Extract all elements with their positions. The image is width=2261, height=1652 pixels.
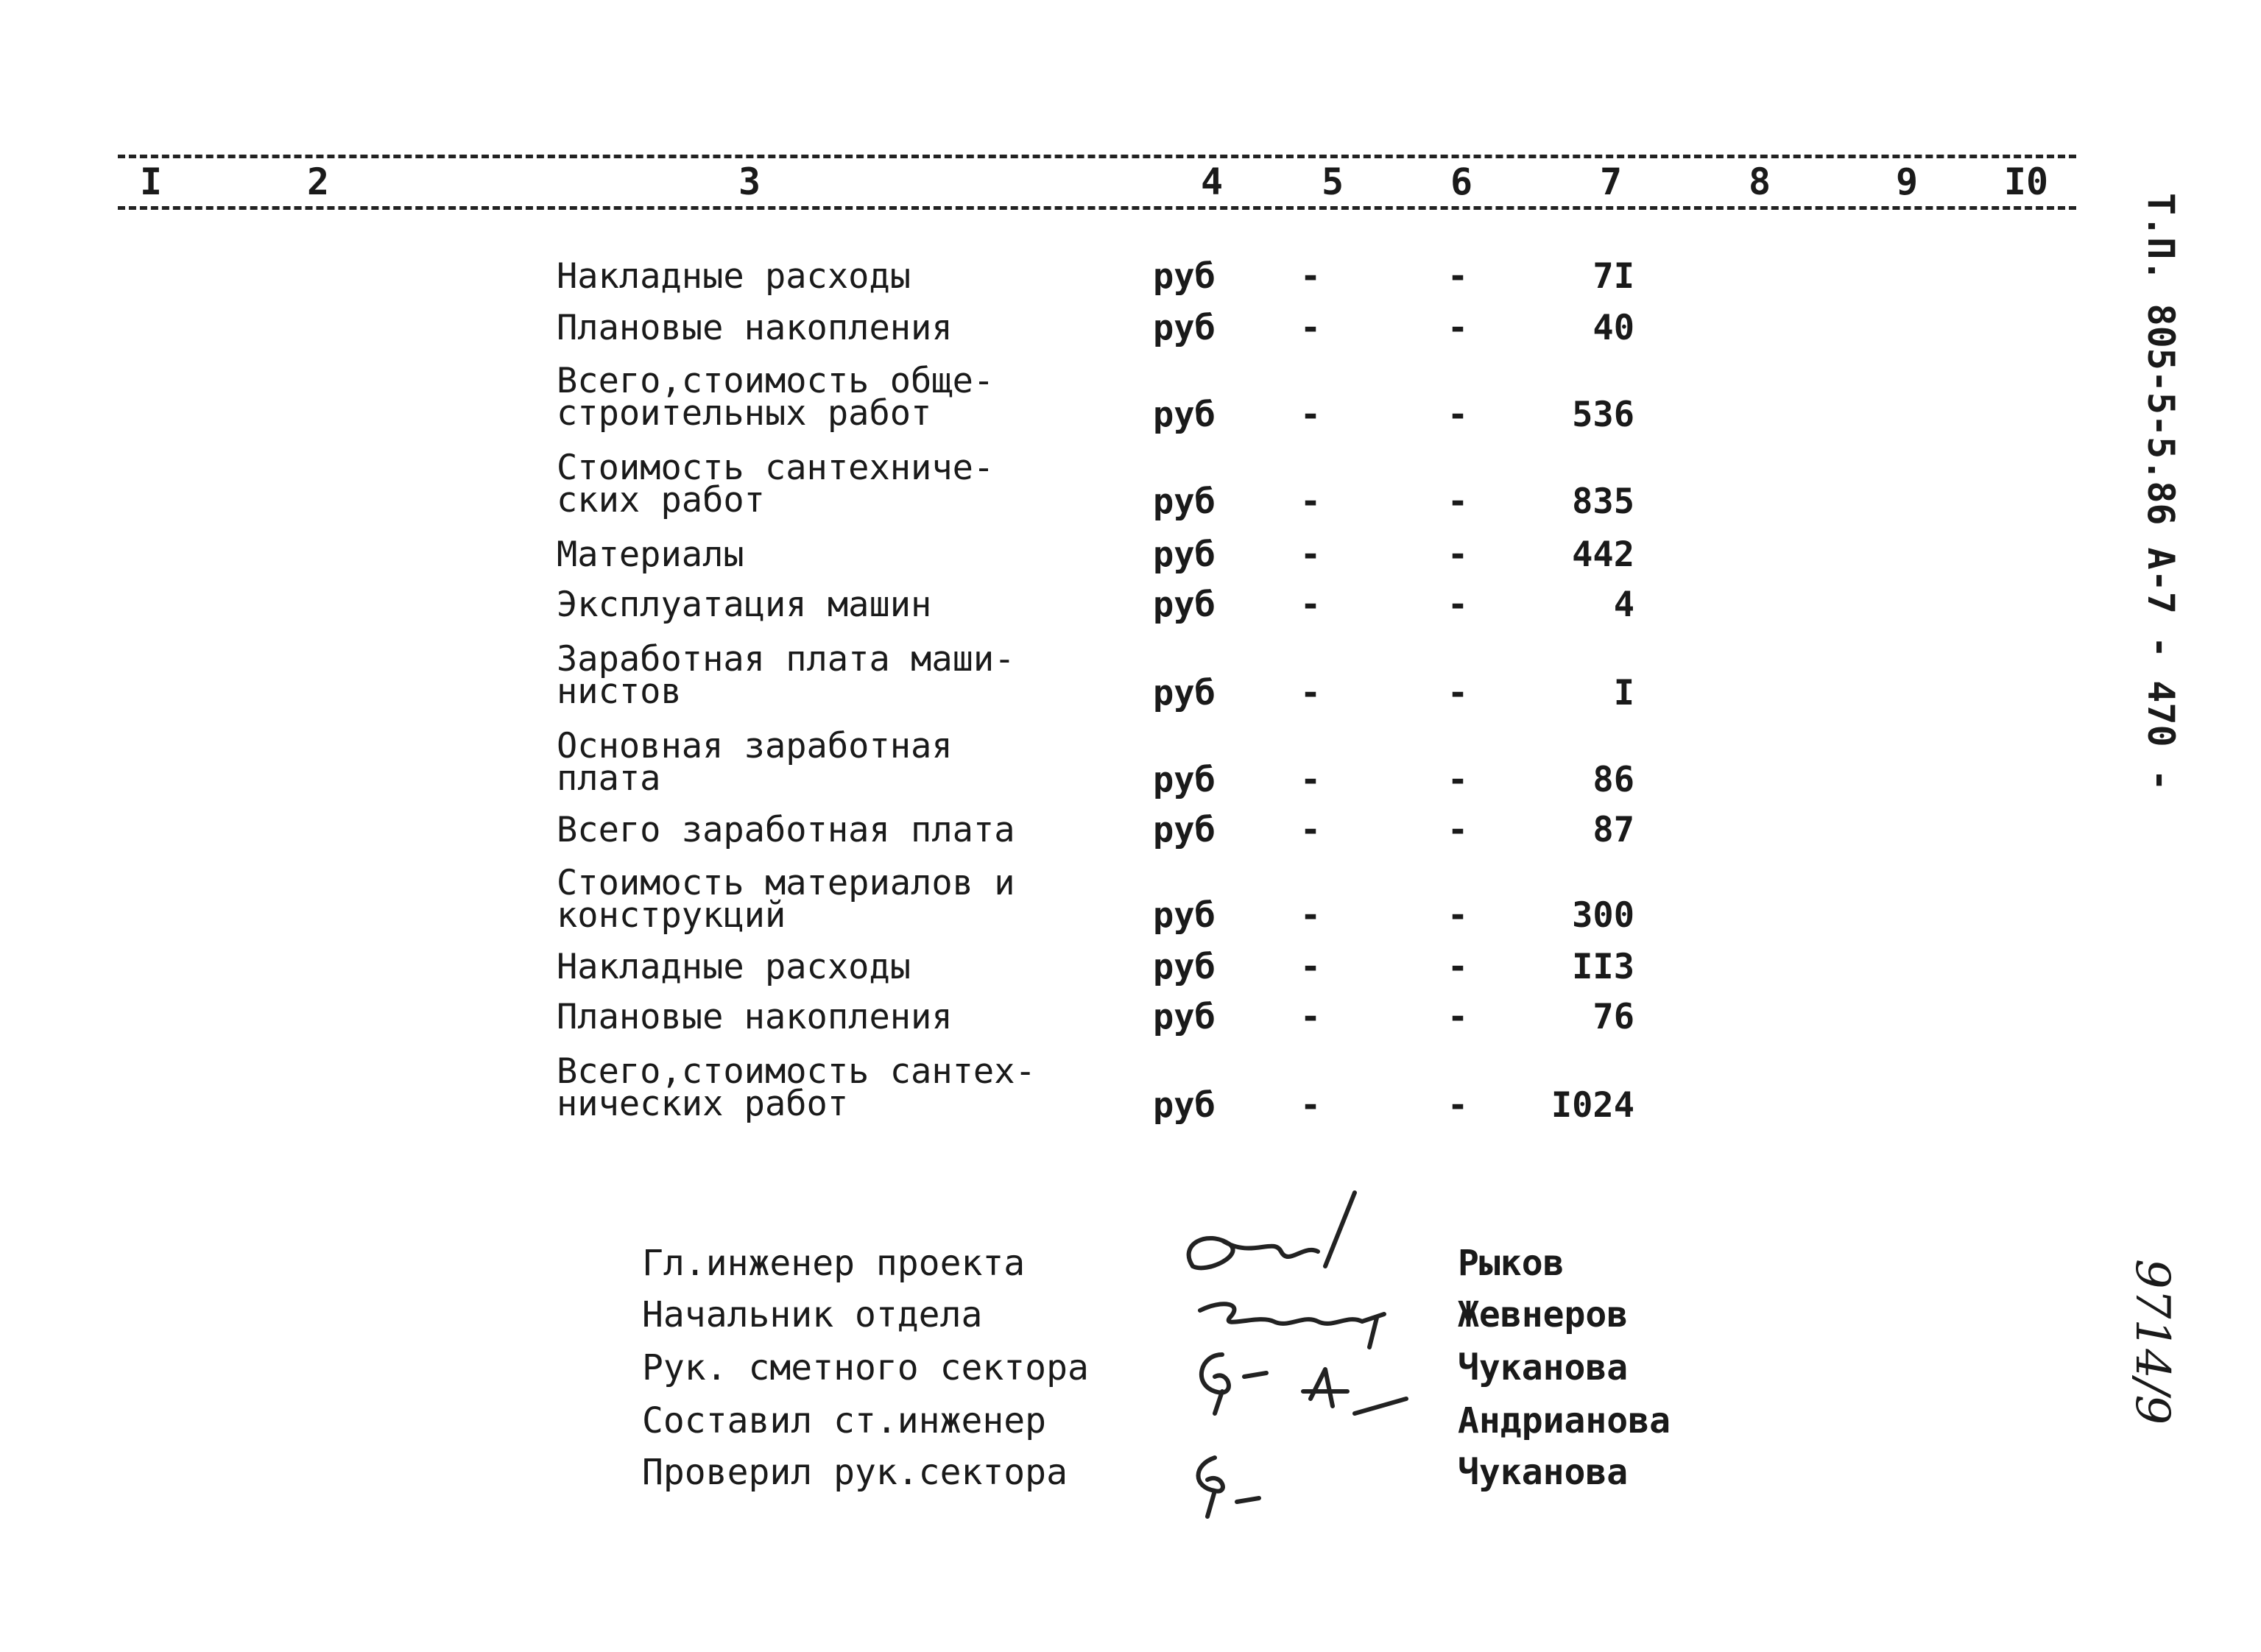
column-header-6: 6 <box>1450 160 1473 203</box>
row-col6: - <box>1447 481 1469 522</box>
column-header-2: 2 <box>306 160 330 203</box>
column-header-10: I0 <box>2003 160 2049 203</box>
row-col6: - <box>1447 256 1469 297</box>
column-header-3: 3 <box>738 160 761 203</box>
archive-number: 9714/9 <box>2125 1259 2179 1425</box>
row-col6: - <box>1447 308 1469 348</box>
row-label: Эксплуатация машин <box>557 585 932 625</box>
signature-name: Жевнеров <box>1458 1294 1629 1335</box>
signature-title: Начальник отдела <box>642 1294 983 1335</box>
header-top-rule <box>118 155 2076 158</box>
row-label: Плановые накопления <box>557 997 953 1037</box>
row-value: II3 <box>1572 947 1634 987</box>
row-value: 76 <box>1592 997 1634 1037</box>
row-col6: - <box>1447 760 1469 800</box>
row-col5: - <box>1299 1085 1322 1126</box>
signature-name: Рыков <box>1458 1243 1565 1284</box>
row-col5: - <box>1299 585 1322 625</box>
row-value: 4 <box>1613 585 1634 625</box>
column-header-8: 8 <box>1748 160 1771 203</box>
column-header-9: 9 <box>1895 160 1919 203</box>
column-header-7: 7 <box>1599 160 1623 203</box>
row-label: Накладные расходы <box>557 947 911 987</box>
row-col5: - <box>1299 810 1322 850</box>
row-unit: руб <box>1153 673 1216 713</box>
row-label: Накладные расходы <box>557 256 911 297</box>
row-unit: руб <box>1153 395 1216 435</box>
row-col6: - <box>1447 534 1469 575</box>
row-col5: - <box>1299 534 1322 575</box>
signature-title: Рук. сметного сектора <box>642 1347 1089 1388</box>
row-col5: - <box>1299 481 1322 522</box>
signature-title: Проверил рук.сектора <box>642 1452 1068 1493</box>
row-unit: руб <box>1153 997 1216 1037</box>
row-label: Материалы <box>557 534 744 575</box>
row-label: Плановые накопления <box>557 308 953 348</box>
row-value: 7I <box>1592 256 1634 297</box>
row-col6: - <box>1447 997 1469 1037</box>
row-unit: руб <box>1153 256 1216 297</box>
row-unit: руб <box>1153 308 1216 348</box>
row-value: 536 <box>1572 395 1634 435</box>
row-value: 87 <box>1592 810 1634 850</box>
row-value: I <box>1613 673 1634 713</box>
row-label: Заработная плата маши- нистов <box>557 639 1015 712</box>
row-col5: - <box>1299 895 1322 936</box>
row-col6: - <box>1447 1085 1469 1126</box>
row-label: Стоимость сантехниче- ских работ <box>557 448 995 520</box>
row-col5: - <box>1299 760 1322 800</box>
row-value: 40 <box>1592 308 1634 348</box>
row-unit: руб <box>1153 760 1216 800</box>
row-unit: руб <box>1153 810 1216 850</box>
row-col6: - <box>1447 810 1469 850</box>
row-label: Всего,стоимость сантех- нических работ <box>557 1051 1036 1124</box>
row-unit: руб <box>1153 534 1216 575</box>
row-value: 835 <box>1572 481 1634 522</box>
row-value: 300 <box>1572 895 1634 936</box>
row-col6: - <box>1447 895 1469 936</box>
column-header-5: 5 <box>1321 160 1344 203</box>
row-label: Всего заработная плата <box>557 810 1015 850</box>
row-unit: руб <box>1153 481 1216 522</box>
row-col5: - <box>1299 947 1322 987</box>
signature-name: Андрианова <box>1458 1400 1671 1441</box>
row-unit: руб <box>1153 895 1216 936</box>
column-header-4: 4 <box>1200 160 1224 203</box>
row-label: Всего,стоимость обще- строительных работ <box>557 361 995 434</box>
row-col5: - <box>1299 673 1322 713</box>
handwritten-signatures <box>1163 1171 1428 1539</box>
document-code: Т.П. 805-5-5.86 А-7 - 470 - <box>2140 193 2182 791</box>
row-value: I024 <box>1551 1085 1634 1126</box>
signature-name: Чуканова <box>1458 1347 1629 1388</box>
row-value: 86 <box>1592 760 1634 800</box>
row-col5: - <box>1299 997 1322 1037</box>
row-unit: руб <box>1153 585 1216 625</box>
row-unit: руб <box>1153 1085 1216 1126</box>
column-header-1: I <box>139 160 163 203</box>
row-unit: руб <box>1153 947 1216 987</box>
row-col5: - <box>1299 308 1322 348</box>
row-label: Основная заработная плата <box>557 726 953 799</box>
header-bottom-rule <box>118 206 2076 210</box>
signature-name: Чуканова <box>1458 1452 1629 1493</box>
signature-title: Гл.инженер проекта <box>642 1243 1026 1284</box>
row-col5: - <box>1299 395 1322 435</box>
row-col6: - <box>1447 585 1469 625</box>
row-value: 442 <box>1572 534 1634 575</box>
signature-title: Составил ст.инженер <box>642 1400 1047 1441</box>
row-col6: - <box>1447 395 1469 435</box>
row-col5: - <box>1299 256 1322 297</box>
row-col6: - <box>1447 673 1469 713</box>
row-col6: - <box>1447 947 1469 987</box>
row-label: Стоимость материалов и конструкций <box>557 863 1015 936</box>
